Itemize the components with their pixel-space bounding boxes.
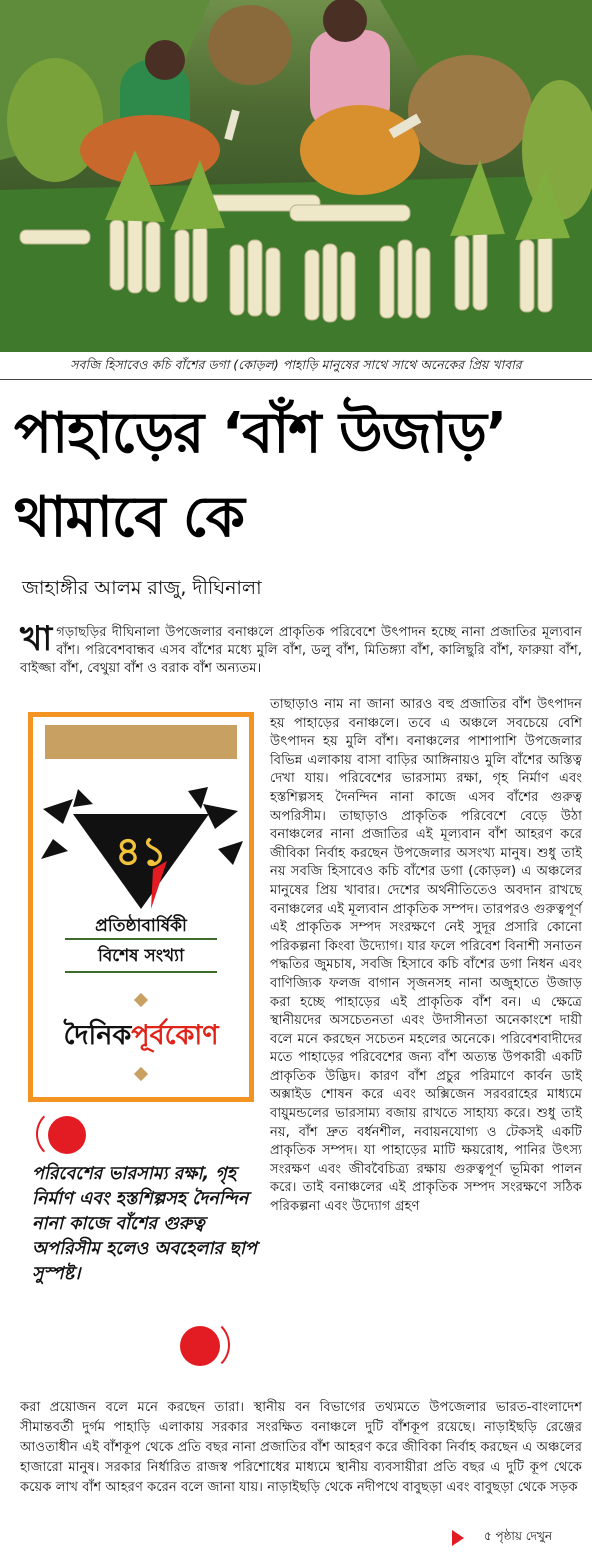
byline: জাহাঙ্গীর আলম রাজু, দীঘিনালা	[22, 577, 262, 599]
caption-divider	[0, 379, 592, 380]
headline-line-1: পাহাড়ের ‘বাঁশ উজাড়’	[14, 401, 507, 466]
anniversary-promo	[28, 712, 254, 1102]
diamond-ornament-bottom	[134, 1067, 148, 1081]
brand-part-1: দৈনিক	[63, 1020, 132, 1051]
drop-cap: খা	[20, 619, 53, 659]
article-lead	[20, 619, 582, 679]
pull-quote: পরিবেশের ভারসাম্য রক্ষা, গৃহ নির্মাণ এবং হস্তশিল্পসহ দৈনন্দিন নানা কাজে বাঁশের গুরুত্ব অপরিসীম হলেও অবহেলার ছাপ সুস্পষ্ট।	[32, 1164, 257, 1284]
brand-part-2: পূর্বকোণ	[131, 1020, 219, 1051]
promo-triangle-graphic	[33, 769, 249, 919]
headline	[14, 392, 584, 560]
diamond-ornament-top	[134, 993, 148, 1007]
article-photo	[0, 0, 592, 352]
promo-title: প্রতিষ্ঠাবার্ষিকী	[95, 916, 187, 936]
lead-text: গড়াছড়ির দীঘিনালা উপজেলার বনাঞ্চলে প্রাকৃতিক পরিবেশে উৎপাদন হচ্ছে নানা প্রজাতির মূল্যবান বাঁশ। পরিবেশবান্ধব এসব বাঁশের মধ্যে মুলি বাঁশ, ডলু বাঁশ, মিতিঙ্গ্যা বাঁশ, কালিছুরি বাঁশ, ফারুয়া বাঁশ, বাইজ্জা বাঁশ, বেথুয়া বাঁশ ও বরাক বাঁশ অন্যতম।	[20, 625, 582, 677]
promo-rule-bottom	[65, 971, 217, 973]
article-continuation: করা প্রয়োজন বলে মনে করছেন তারা। স্থানীয় বন বিভাগের তথ্যমতে উপজেলার ভারত-বাংলাদেশ সীমান্তবর্তী দুর্গম পাহাড়ি এলাকায় সরকার সংরক্ষিত বনাঞ্চলে দুটি বাঁশকূপ রয়েছে। নাড়াইছড়ি রেঞ্জের আওতাধীন এই বাঁশকূপ থেকে প্রতি বছর নানা প্রজাতির বাঁশ আহরণ করে জীবিকা নির্বাহ করছেন এ অঞ্চলের হাজারো মানুষ। সরকার নির্ধারিত রাজস্ব পরিশোধের মাধ্যমে স্থানীয় ব্যবসায়ীরা প্রতি বছর এ দুটি কূপ থেকে কয়েক লাখ বাঁশ আহরণ করেন বলে জানা যায়। নাড়াইছড়ি থেকে নদীপথে বাবুছড়া এবং বাবুছড়া থেকে সড়ক	[20, 1400, 582, 1495]
promo-number: ৪১	[115, 829, 167, 875]
newspaper-brand	[33, 1015, 249, 1060]
promo-subtitle: বিশেষ সংখ্যা	[97, 946, 185, 966]
article-column-text: তাছাড়াও নাম না জানা আরও বহু প্রজাতির বাঁশ উৎপাদন হয় পাহাড়ের বনাঞ্চলে। তবে এ অঞ্চলে সবচেয়ে বেশি উৎপাদন হয় মুলি বাঁশ। বনাঞ্চলের পাশাপাশি উপজেলার বিভিন্ন এলাকায় বাসা বাড়ির আঙ্গিনায়ও মুলি বাঁশের অস্তিত্ব দেখা যায়। পরিবেশের ভারসাম্য রক্ষা, গৃহ নির্মাণ এবং হস্তশিল্পসহ দৈনন্দিন নানা কাজে এসব বাঁশের গুরুত্ব অপরিসীম। তাছাড়াও প্রাকৃতিক পরিবেশে বেড়ে উঠা বনাঞ্চলের নানা প্রজাতির এই মূল্যবান বাঁশ আহরণ করে জীবিকা নির্বাহ করছেন উপজেলার অসংখ্য মানুষ। শুধু তাই নয় সবজি হিসাবেও কচি বাঁশের ডগা (কোড়ল) এ অঞ্চলের মানুষের প্রিয় খাবার। দেশের অর্থনীতিতেও অবদান রাখছে বনাঞ্চলের এই মূল্যবান প্রাকৃতিক সম্পদ। তারপরও গুরুত্বপূর্ণ এই প্রাকৃতিক সম্পদ সংরক্ষণে নেই সুদূর প্রসারি কোনো পরিকল্পনা কিংবা উদ্যোগ। যার ফলে পরিবেশ বিনাশী সনাতন পদ্ধতির জুমচাষ, সবজি হিসাবে কচি বাঁশের ডগা নিধন এবং বাণিজ্যিক ফলজ বাগান সৃজনসহ নানা অজুহাতে উজাড় করা হচ্ছে পাহাড়ের এই প্রাকৃতিক বাঁশ বন। এ ক্ষেত্রে স্থানীয়দের অসচেতনতা এবং উদাসীনতা অনেকাংশে দায়ী বলে মনে করছেন সচেতন মহলের অনেকে। পরিবেশবাদীদের মতে পাহাড়ের পরিবেশের জন্য বাঁশ অত্যন্ত উপকারী একটি প্রাকৃতিক উদ্ভিদ। কারণ বাঁশ প্রচুর পরিমাণে কার্বন ডাই অক্সাইড শোষন করে এবং অক্সিজেন সরবরাহের মাধ্যমে বায়ুমন্ডলের ভারসাম্য বজায় রাখতে সাহায্য করে। শুধু তাই নয়, বাঁশ দ্রুত বর্ধনশীল, নবায়নযোগ্য ও টেকসই একটি প্রাকৃতিক সম্পদ। যা পাহাড়ের মাটি ক্ষয়রোধ, পানির উৎস্য সংরক্ষণ এবং জীববৈচিত্র্য রক্ষায় গুরুত্বপূর্ণ ভূমিকা পালন করে। তাই বনাঞ্চলের এই প্রাকৃতিক সম্পদ সংরক্ষণে সঠিক পরিকল্পনা এবং উদ্যোগ গ্রহণ	[270, 697, 582, 1215]
continue-arrow-icon	[452, 1530, 464, 1546]
promo-band	[45, 725, 237, 759]
photo-illustration	[0, 0, 592, 352]
quote-dot-bottom	[180, 1326, 220, 1366]
headline-line-2: থামাবে কে	[14, 485, 244, 550]
photo-caption: সবজি হিসাবেও কচি বাঁশের ডগা (কোড়ল) পাহাড়ি মানুষের সাথে সাথে অনেকের প্রিয় খাবার	[0, 352, 592, 378]
continued-on-page[interactable]: ৫ পৃষ্ঠায় দেখুন	[483, 1529, 552, 1543]
quote-dot-top	[48, 1116, 86, 1154]
